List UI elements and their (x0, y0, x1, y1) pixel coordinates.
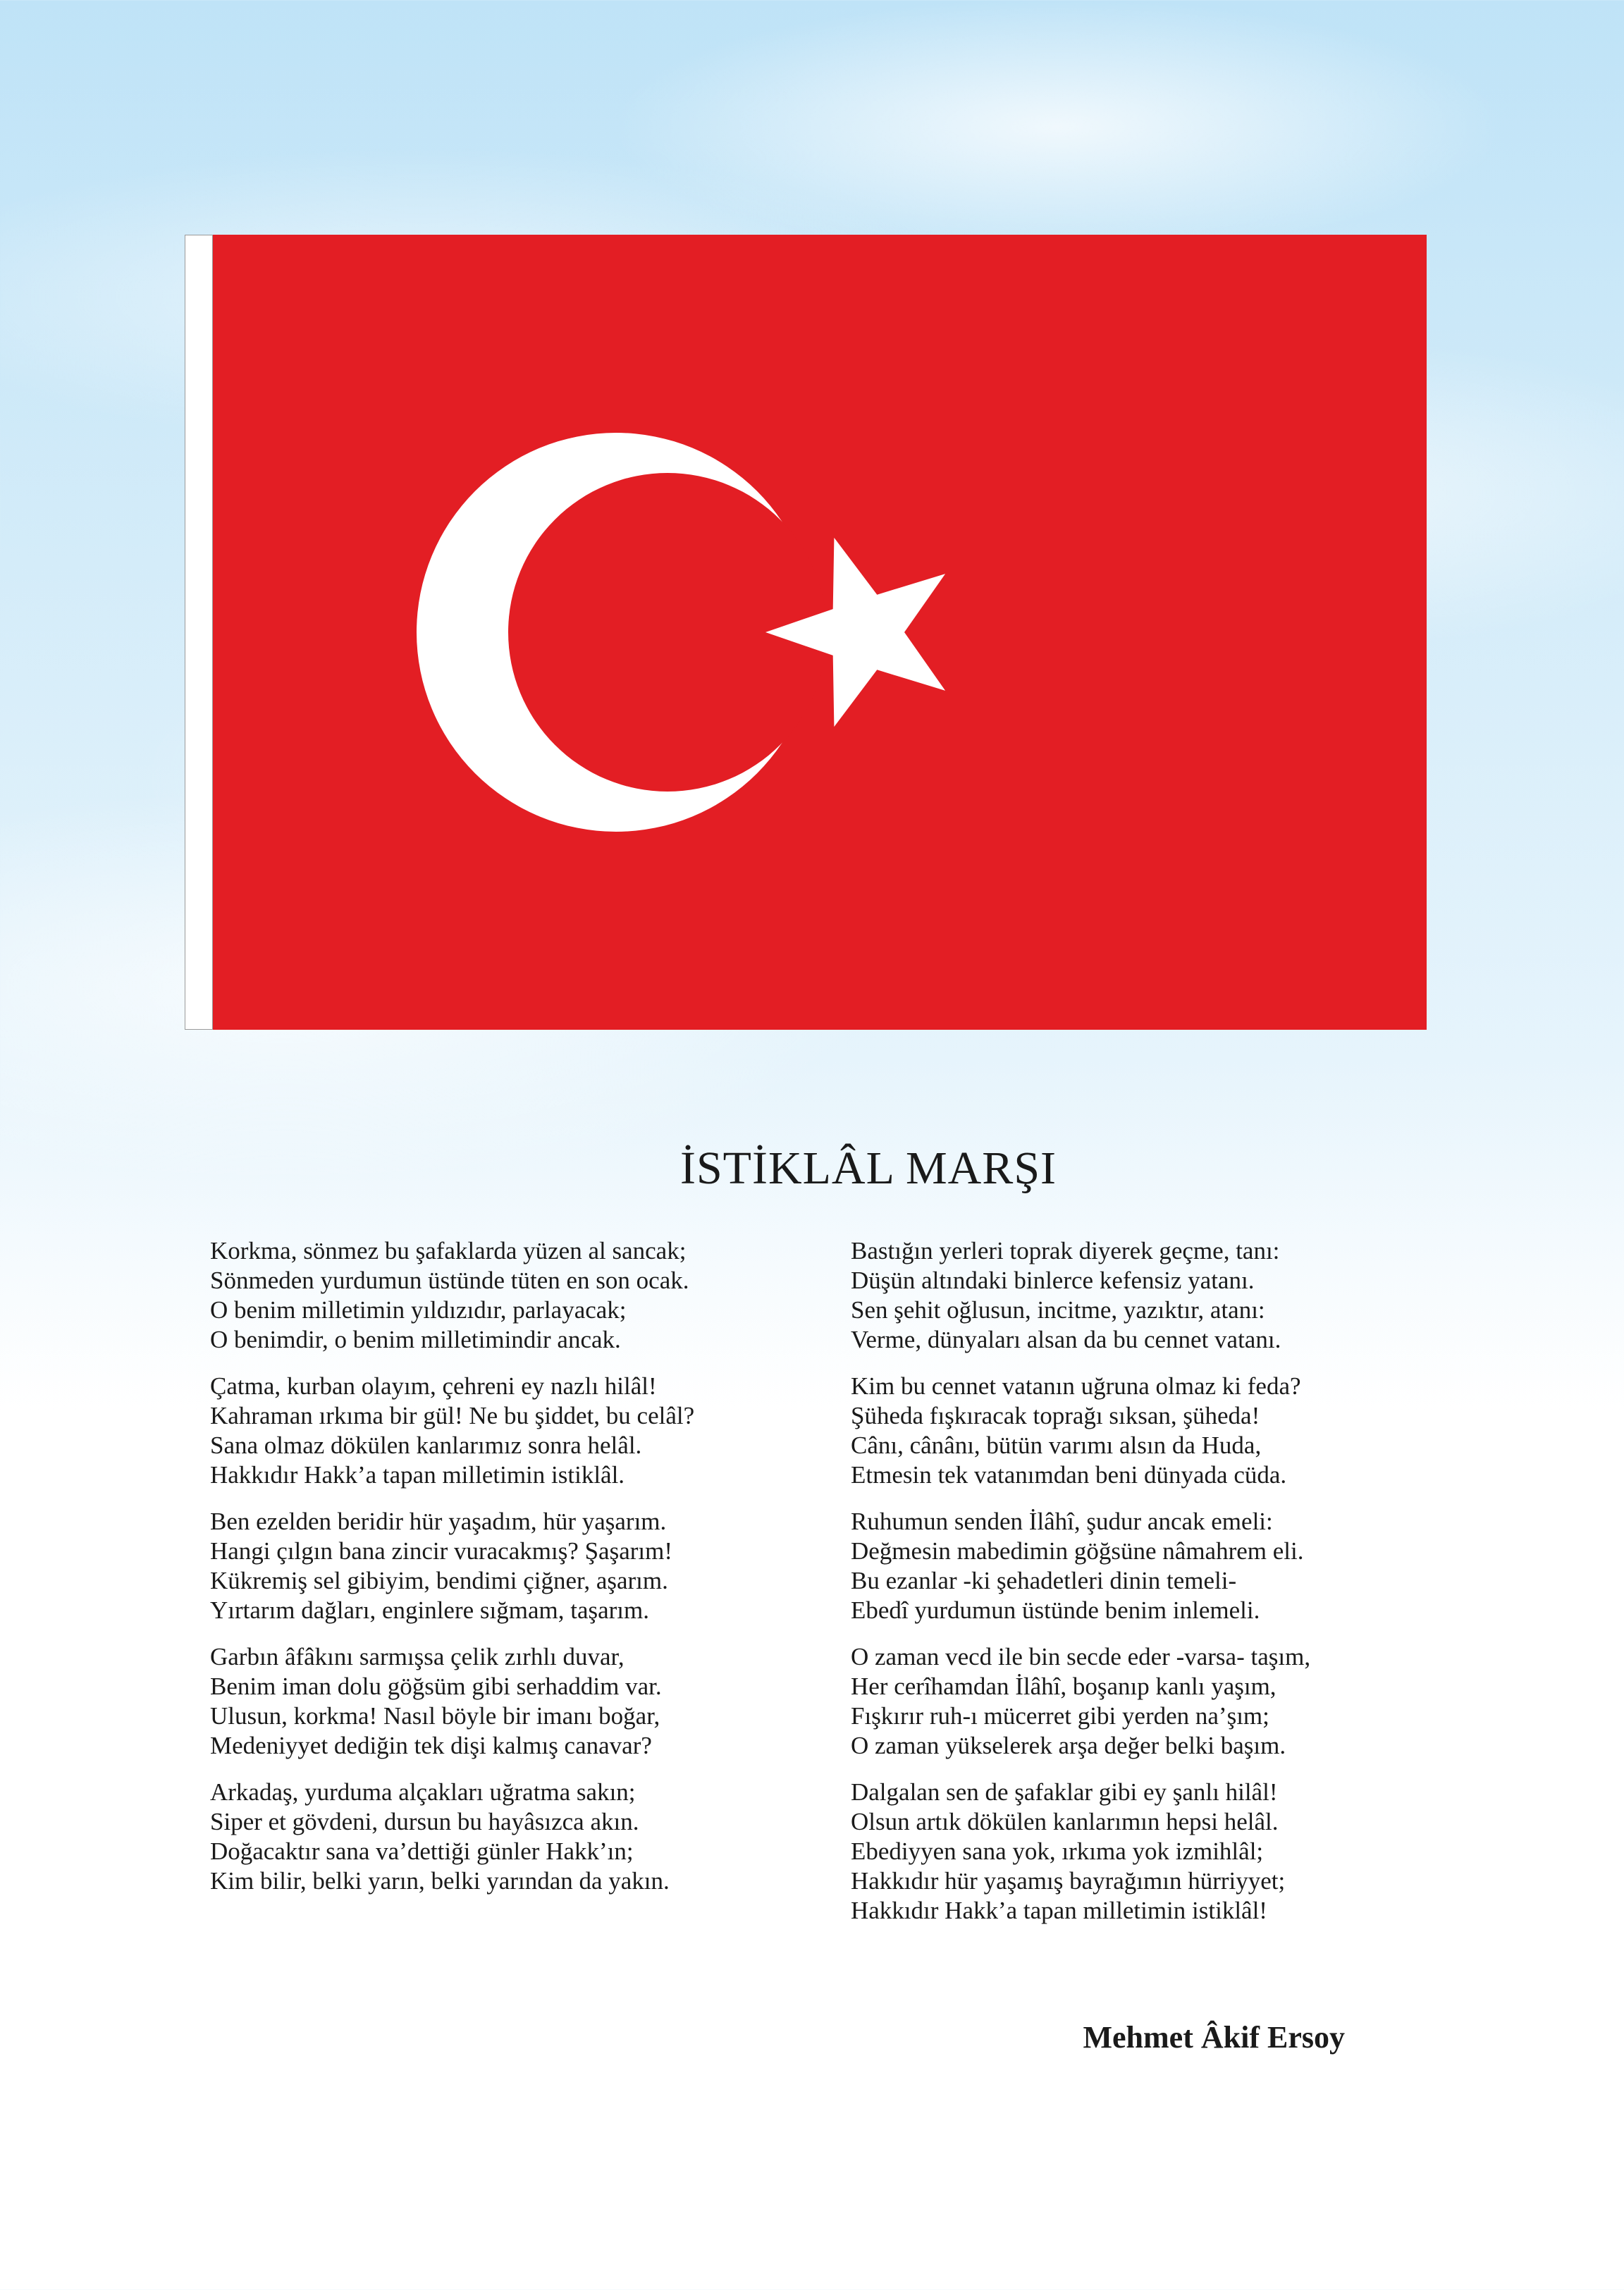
stanza (851, 1778, 1527, 1926)
poem-line: Doğacaktır sana va’dettiği günler Hakk’ın; (210, 1837, 634, 1865)
poem-line: Ruhumun senden İlâhî, şudur ancak emeli: (851, 1508, 1273, 1535)
stanza (210, 1642, 887, 1761)
author-name: Mehmet Âkif Ersoy (1083, 2020, 1345, 2055)
stanza (210, 1236, 887, 1355)
poem-line: Fışkırır ruh-ı mücerret gibi yerden na’şım; (851, 1702, 1269, 1730)
poem-line: Yırtarım dağları, enginlere sığmam, taşarım. (210, 1596, 649, 1624)
poem-line: O benim milletimin yıldızıdır, parlayacak; (210, 1296, 627, 1324)
poem-line: O zaman vecd ile bin secde eder -varsa- taşım, (851, 1643, 1311, 1670)
poem-line: Her cerîhamdan İlâhî, boşanıp kanlı yaşım, (851, 1673, 1277, 1700)
poem-line: Hakkıdır hür yaşamış bayrağımın hürriyyet; (851, 1867, 1286, 1895)
stanza (851, 1236, 1527, 1355)
stanza (210, 1372, 887, 1490)
stanza (210, 1778, 887, 1896)
poem-line: Cânı, cânânı, bütün varımı alsın da Huda, (851, 1432, 1262, 1459)
stanza (851, 1642, 1527, 1761)
poem-line: Sönmeden yurdumun üstünde tüten en son ocak. (210, 1267, 689, 1294)
poem-line: Etmesin tek vatanımdan beni dünyada cüda. (851, 1461, 1287, 1489)
poem-line: Ebediyyen sana yok, ırkıma yok izmihlâl; (851, 1837, 1264, 1865)
poem-line: Siper et gövdeni, dursun bu hayâsızca akın. (210, 1808, 639, 1835)
poem-line: O zaman yükselerek arşa değer belki başım. (851, 1732, 1286, 1759)
page-title: İSTİKLÂL MARŞI (679, 1143, 1057, 1194)
poem-line: Ulusun, korkma! Nasıl böyle bir imanı boğar, (210, 1702, 660, 1730)
poem-line: Dalgalan sen de şafaklar gibi ey şanlı hilâl! (851, 1778, 1278, 1806)
poem-line: Verme, dünyaları alsan da bu cennet vatanı. (851, 1326, 1281, 1353)
poem-line: Değmesin mabedimin göğsüne nâmahrem eli. (851, 1537, 1304, 1565)
poem-line: Garbın âfâkını sarmışsa çelik zırhlı duvar, (210, 1643, 625, 1670)
poem-line: Sana olmaz dökülen kanlarımız sonra helâl. (210, 1432, 642, 1459)
poem-line: Medeniyyet dediğin tek dişi kalmış canavar? (210, 1732, 652, 1759)
poem-line: Çatma, kurban olayım, çehreni ey nazlı hilâl! (210, 1372, 657, 1400)
poem-line: Korkma, sönmez bu şafaklarda yüzen al sancak; (210, 1237, 687, 1264)
poem-right-column (851, 1236, 1527, 1943)
poem-line: Kahraman ırkıma bir gül! Ne bu şiddet, bu celâl? (210, 1402, 695, 1429)
turkish-flag (213, 235, 1427, 1030)
poem-line: Şüheda fışkıracak toprağı sıksan, şüheda! (851, 1402, 1260, 1429)
stanza (851, 1507, 1527, 1625)
stanza (851, 1372, 1527, 1490)
poem-line: Düşün altındaki binlerce kefensiz yatanı. (851, 1267, 1255, 1294)
poem-line: Bastığın yerleri toprak diyerek geçme, tanı: (851, 1237, 1280, 1264)
poem-line: Bu ezanlar -ki şehadetleri dinin temeli- (851, 1567, 1237, 1594)
poem-line: Olsun artık dökülen kanlarımın hepsi helâl. (851, 1808, 1279, 1835)
poem-line: Kükremiş sel gibiyim, bendimi çiğner, aşarım. (210, 1567, 668, 1594)
poem-line: Sen şehit oğlusun, incitme, yazıktır, atanı: (851, 1296, 1265, 1324)
poem-line: Kim bilir, belki yarın, belki yarından da yakın. (210, 1867, 670, 1895)
flag-graphic (213, 235, 1427, 1030)
poem-line: Ben ezelden beridir hür yaşadım, hür yaşarım. (210, 1508, 667, 1535)
poem-left-column (210, 1236, 887, 1913)
poem-line: Hakkıdır Hakk’a tapan milletimin istiklâl. (210, 1461, 625, 1489)
stanza (210, 1507, 887, 1625)
poem-line: Hakkıdır Hakk’a tapan milletimin istiklâl! (851, 1897, 1267, 1924)
poem-line: Hangi çılgın bana zincir vuracakmış? Şaşarım! (210, 1537, 673, 1565)
flag-pole (185, 235, 213, 1030)
poem-line: Kim bu cennet vatanın uğruna olmaz ki feda? (851, 1372, 1301, 1400)
poem-line: Ebedî yurdumun üstünde benim inlemeli. (851, 1596, 1260, 1624)
poem-line: Benim iman dolu göğsüm gibi serhaddim var. (210, 1673, 662, 1700)
poem-line: Arkadaş, yurduma alçakları uğratma sakın; (210, 1778, 636, 1806)
poem-line: O benimdir, o benim milletimindir ancak. (210, 1326, 621, 1353)
